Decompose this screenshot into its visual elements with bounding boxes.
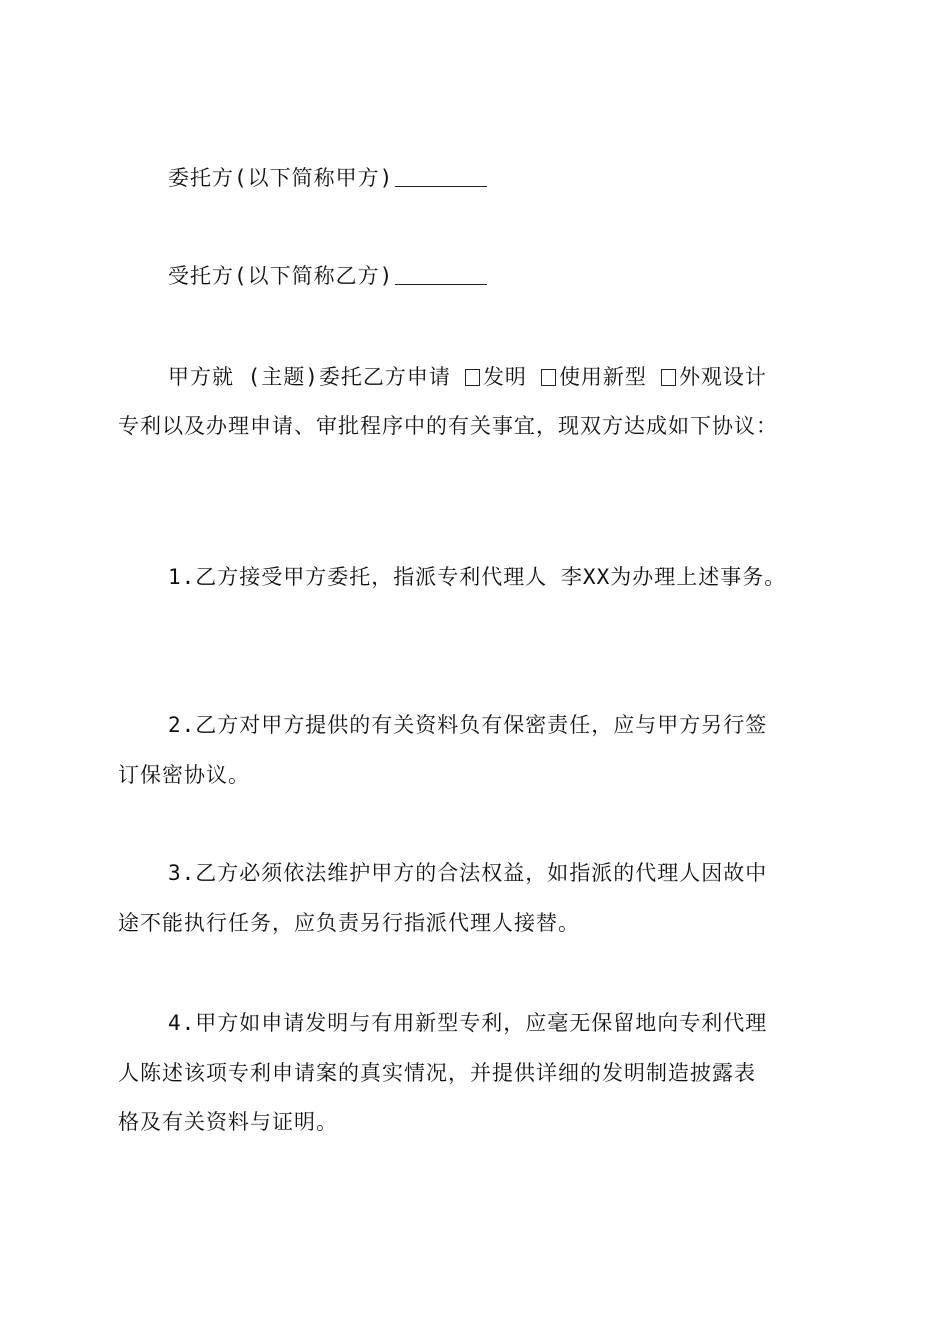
client-name-blank — [395, 166, 487, 187]
agent-name-blank — [395, 264, 487, 285]
clause-4-line-3: 格及有关资料与证明。 — [118, 1110, 338, 1134]
agent-line — [168, 261, 888, 291]
intro-line-2: 专利以及办理申请、审批程序中的有关事宜，现双方达成如下协议： — [118, 414, 778, 438]
option-design-label: 外观设计 — [678, 365, 767, 389]
utility-checkbox-icon — [541, 369, 556, 386]
client-label: 委托方(以下简称甲方) — [168, 166, 394, 190]
intro-prefix: 甲方就 (主题)委托乙方申请 — [168, 365, 451, 389]
clause-3-line-2: 途不能执行任务，应负责另行指派代理人接替。 — [118, 911, 580, 935]
option-utility-label: 使用新型 — [558, 365, 647, 389]
agent-label: 受托方(以下简称乙方) — [168, 264, 394, 288]
invention-checkbox-icon — [465, 369, 480, 386]
clause-4-line-1: 4.甲方如申请发明与有用新型专利，应毫无保留地向专利代理 — [168, 1011, 768, 1035]
client-line — [168, 163, 888, 193]
intro-line-1 — [168, 362, 888, 392]
clause-2-line-1: 2.乙方对甲方提供的有关资料负有保密责任，应与甲方另行签 — [168, 713, 768, 737]
clause-3-line-1: 3.乙方必须依法维护甲方的合法权益，如指派的代理人因故中 — [168, 861, 768, 885]
option-invention-label: 发明 — [482, 365, 527, 389]
clause-1-line-1: 1.乙方接受甲方委托，指派专利代理人 李XX为办理上述事务。 — [168, 565, 787, 589]
design-checkbox-icon — [661, 369, 676, 386]
clause-2-line-2: 订保密协议。 — [118, 763, 250, 787]
clause-4-line-2: 人陈述该项专利申请案的真实情况，并提供详细的发明制造披露表 — [118, 1061, 756, 1085]
